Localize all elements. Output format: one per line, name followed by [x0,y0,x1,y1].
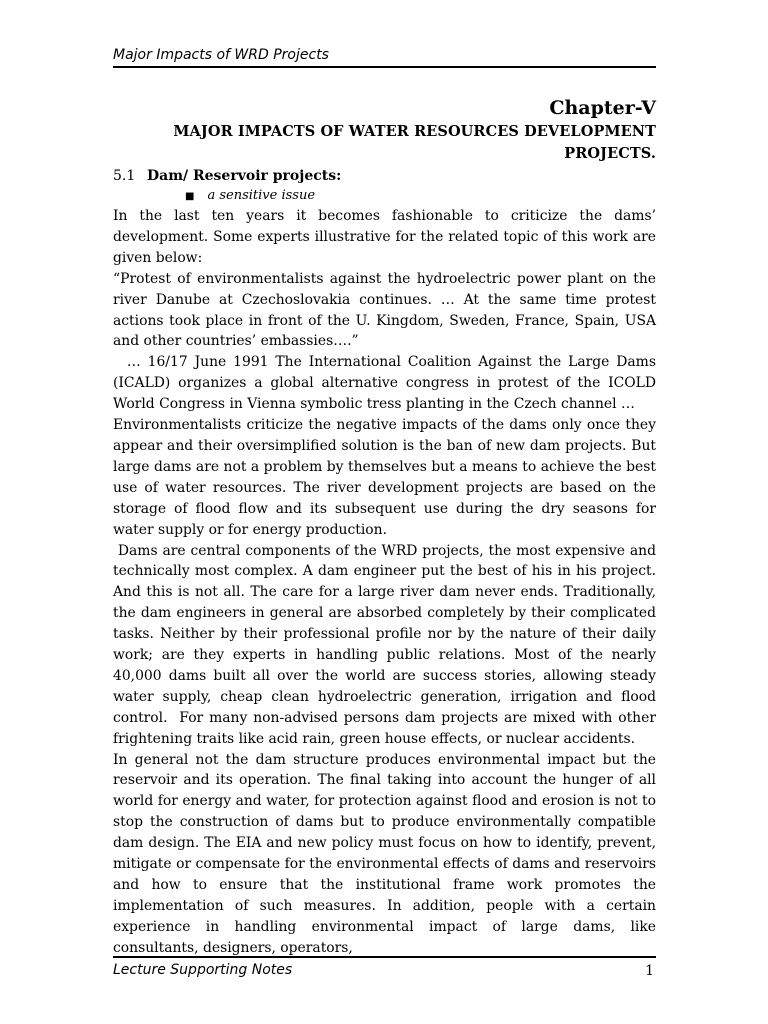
square-bullet-icon: ■ [185,191,195,202]
section-title: Dam/ Reservoir projects: [147,168,342,184]
chapter-label: Chapter-V [549,97,656,119]
body-text [113,206,661,959]
chapter-title: MAJOR IMPACTS OF WATER RESOURCES DEVELOPMENT PROJECTS. [173,123,656,162]
footer-title: Lecture Supporting Notes [113,962,293,978]
paragraph: In general not the dam structure produces environmental impact but the reservoir and its operation. The final taking into account the hunger of all world for energy and water, for protection against flood and erosion is not to stop the construction of dams but to produce environmentally compatible dam design. The EIA and new policy must focus on how to identify, prevent, mitigate or compensate for the environmental effects of dams and reservoirs and how to ensure that the institutional frame work promotes the implementation of such measures. In addition, people with a certain experience in handling environmental impact of large dams, like consultants, designers, operators, [113,751,656,956]
page-number: 1 [645,963,654,979]
paragraph: … 16/17 June 1991 The International Coalition Against the Large Dams (ICALD) organizes a global alternative congress in protest of the ICOLD World Congress in Vienna symbolic tress planting in the Czech channel … [113,354,661,413]
bullet-item [186,187,315,206]
paragraph: Environmentalists criticize the negative impacts of the dams only once they appear and their oversimplified solution is the ban of new dam projects. But large dams are not a problem by themselves but a means to achieve the best use of water resources. The river development projects are based on the storage of flood flow and its subsequent use during the dry seasons for water supply or for energy production. [113,417,656,538]
paragraph: “Protest of environmentalists against the hydroelectric power plant on the river Danube at Czechoslovakia continues. … At the same time protest actions took place in front of the U. Kingdom, Sweden, France, Spain, USA and other countries’ embassies….” [113,270,656,350]
running-footer [113,956,656,979]
paragraph: Dams are central components of the WRD projects, the most expensive and technically most complex. A dam engineer put the best of his in his project. And this is not all. The care for a large river dam never ends. Traditionally, the dam engineers in general are absorbed completely by their complicated tasks. Neither by their professional profile nor by the nature of their daily work; are they experts in handling public relations. Most of the nearly 40,000 dams built all over the world are success stories, allowing steady water supply, cheap clean hydroelectric generation, irrigation and flood control. For many non-advised persons dam projects are mixed with other frightening traits like acid rain, green house effects, or nuclear accidents. [113,542,661,747]
running-header-title: Major Impacts of WRD Projects [113,47,329,63]
paragraph: In the last ten years it becomes fashionable to criticize the dams’ development. Some experts illustrative for the related topic of this work are given below: [113,208,656,266]
section-heading [113,166,341,186]
bullet-text: a sensitive issue [207,188,316,203]
running-header [113,46,656,68]
section-number: 5.1 [113,168,136,184]
